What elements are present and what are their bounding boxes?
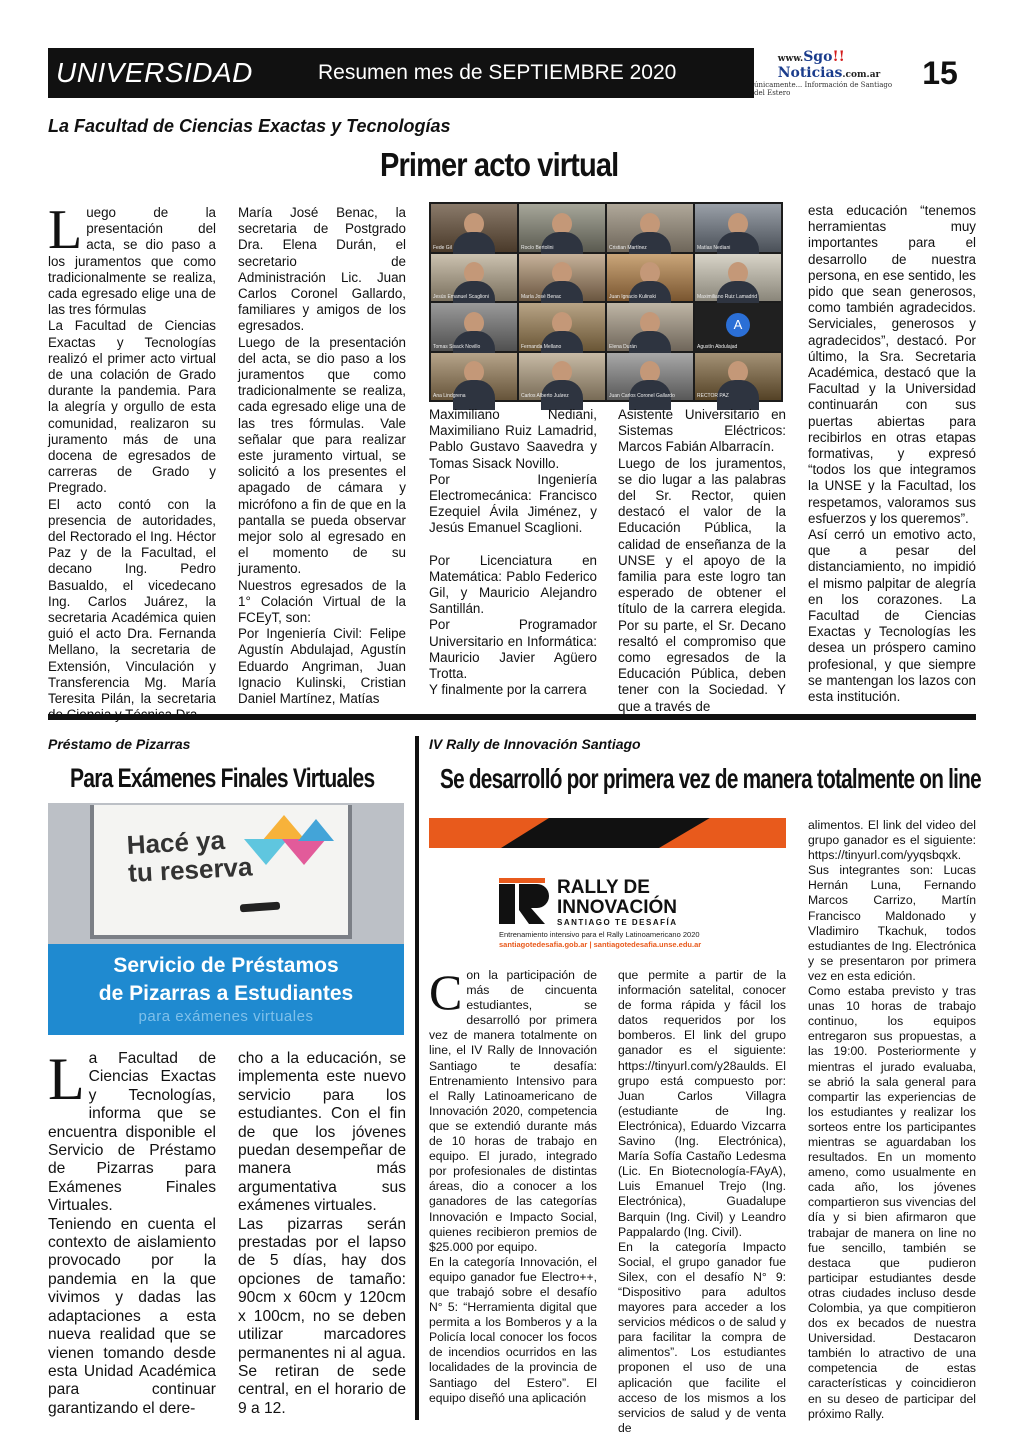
video-tile: [431, 353, 517, 401]
board-text: Hacé ya tu reserva: [125, 824, 254, 888]
participant-name: Elena Durán: [609, 343, 637, 350]
rally-logo-icon: [499, 878, 549, 926]
video-tile: [519, 303, 605, 351]
article1-column-2: María José Benac, la secretaria de Postgrado Dra. Elena Durán, el secretario de Administración Lic. Juan Carlos Coronel Gallardo, familiares y amigos de los egresados. Luego de la presentación del acta, se dio paso a los juramentos que como tradicionalmente se realiza, cada egresado elige una de las tres fórmulas. Vale señalar que para realizar este juramento virtual, se solicitó a los presentes el apagado de cámara y micrófono a fin de que en la pantalla se pueda observar mejor solo al egresado en el momento de su juramento. Nuestros egresados de la 1° Colación Virtual de la FCEyT, son: Por Ingeniería Civil: Felipe Agustín Abdulajad, Agustín Eduardo Angriman, Juan Ignacio Kulinski, Cristian Daniel Martínez, Matías: [238, 205, 406, 707]
video-tile: [519, 204, 605, 252]
video-tile: [607, 353, 693, 401]
article3-column-1: C on la participación de más de cincuenta estudiantes, se desarrolló por primera vez de manera totalmente on line, el IV Rally de Innovación Santiago te desafía: Entrenamiento Intensivo para el Rally Latinoamericano de Innovación 2020, competencia que se extendió durante más de 10 horas de trabajo en equipo. El jurado, integrado por profesionales de distintas áreas, dio a conocer a los ganadores de las categorías Innovación e Impacto Social, quienes recibieron premios de $25.000 por equipo. En la categoría Innovación, el equipo ganador fue Electro++, que trabajó sobre el desafío N° 5: “Herramienta digital que permita a los Bomberos y a la Policía local conocer los focos de incendios ocurridos en las localidades de la provincia de Santiago del Estero”. El equipo diseñó una aplicación: [429, 964, 597, 1405]
article1-column-4: Asistente Universitario en Sistemas Eléctricos: Marcos Fabián Albarracín. Luego de los juramentos, se dio lugar a las palabras del Sr. Rector, quien destacó el valor de la Educación Pública, la calidad de enseñanza de la UNSE y el apoyo de la familia para este logro tan esperado de obtener el título de la carrera elegida. Por su parte, el Sr. Decano resaltó el compromiso que como egresados de la Educación Pública, deben tener con la Sociedad. Y que a través de: [618, 407, 786, 714]
participant-name: Cristian Martínez: [609, 244, 647, 251]
triangle-pink: [282, 839, 326, 865]
dropcap: C: [429, 964, 463, 1020]
rally-websites: santiagotedesafia.gob.ar | santiagotedesafia.unse.edu.ar: [499, 940, 702, 949]
dropcap: L: [48, 199, 83, 261]
rally-banner: [429, 818, 786, 958]
page-number: 15: [922, 54, 958, 91]
article1-column-5: esta educación “tenemos herramientas muy importantes para el desarrollo de nuestra persona, en ese sentido, les pido que sean generosos, como también agradecidos. Serviciales, generosos y agradecidos”, destacó. Por último, la Sra. Secretaria Académica, destacó que la Facultad y la Universidad continuarán con sus puertas abiertas para recibirlos en otras etapas formativas, y expresó “todos los que integramos la UNSE y la Facultad, los respetamos, valoramos sus esfuerzos y los queremos”. Así cerró un emotivo acto, que a pesar del distanciamiento, no impidió el mismo palpitar de alegría en los corazones. La Facultad de Ciencias Exactas y Tecnologías les desea un próspero camino profesional, y que siempre se mantengan los lazos con esta institución.: [808, 203, 976, 705]
issue-month: Resumen mes de SEPTIEMBRE 2020: [318, 61, 677, 84]
participant-name: Agustín Abdulajad: [697, 343, 738, 350]
dropcap: L: [48, 1046, 85, 1112]
article3-column-2: que permite a partir de la información satelital, conocer de forma rápida y fácil los datos requeridos por los bomberos. El link del grupo ganador es el siguiente: https://tinyurl.com/y28aulds. El grupo está compuesto por: Juan Carlos Villagra (estudiante de Ing. Electrónica), Eduardo Vizcarra Savino (Ing. Electrónica), María Sofía Castaño Ledesma (Lic. En Biotecnología-FAyA), Luis Emanuel Trejo (Ing. Electrónica), Guadalupe Barquin (Ing. Civil) y Leandro Pappalardo (Ing. Civil). En la categoría Impacto Social, el grupo ganador fue Silex, con el desafío N° 9: “Dispositivo para adultos mayores para acceder a los servicios médicos o de salud y para facilitar la compra de alimentos”. Los estudiantes proponen el uso de una aplicación que facilite el acceso de los mismos a los servicios de salud y de venta de: [618, 968, 786, 1435]
banner-line-3: para exámenes virtuales: [138, 1008, 314, 1025]
zoom-meeting-screenshot: [429, 202, 783, 402]
banner-line-1: Servicio de Préstamos: [113, 954, 339, 977]
video-tile: [695, 254, 781, 302]
participant-name: Maximiliano Ruiz Lamadrid: [697, 294, 758, 300]
participant-avatar: A: [726, 313, 750, 337]
section-divider: [48, 714, 976, 720]
video-tile: [431, 303, 517, 351]
article1-kicker: La Facultad de Ciencias Exactas y Tecnologías: [48, 116, 451, 136]
participant-name: Carlos Alberto Juárez: [521, 393, 569, 399]
page-header: [48, 48, 976, 98]
logo-wordmark: www.Sgo!! Noticias.com.ar: [777, 49, 881, 81]
logo-tagline: únicamente... Información de Santiago del Estero: [754, 81, 893, 97]
article2-kicker: Préstamo de Pizarras: [48, 736, 191, 752]
participant-name: Juan Ignacio Kulinski: [609, 294, 656, 300]
participant-name: Juan Carlos Coronel Gallardo: [609, 393, 675, 399]
participant-name: Fernanda Mellano: [521, 343, 562, 350]
banner-caption: [48, 944, 404, 1035]
article3-title: Se desarrolló por primera vez de manera totalmente on line: [440, 763, 981, 794]
sgo-noticias-logo: [754, 48, 904, 98]
rally-banner-stripe: [429, 818, 786, 848]
section-name: UNIVERSIDAD: [56, 57, 253, 88]
video-tile: [607, 204, 693, 252]
participant-name: Jesús Emanuel Scaglioni: [433, 294, 489, 300]
rally-description: Entrenamiento intensivo para el Rally Latinoamericano 2020: [499, 930, 700, 939]
banner-line-2: de Pizarras a Estudiantes: [98, 982, 354, 1005]
video-tile: [431, 204, 517, 252]
participant-name: Ana Lindgrena: [433, 393, 466, 399]
participant-name: Rocío Bertolini: [521, 244, 554, 251]
video-tile: [695, 353, 781, 401]
rally-subtitle: SANTIAGO TE DESAFÍA: [557, 918, 678, 927]
participant-name: Matías Nediani: [697, 244, 731, 251]
video-tile: [695, 303, 781, 351]
article3-column-3: alimentos. El link del video del grupo ganador es el siguiente: https://tinyurl.com/yyqsbqxk. Sus integrantes son: Lucas Hernán Luna, Fernando Marcos Carrizo, Martín Francisco Maldonado y Vladimiro Tkachuk, todos estudiantes de Ing. Electrónica y se presentaron por primera vez en esta edición. Como estaba previsto y tras unas 10 horas de trabajo continuo, los equipos entregaron sus propuestas, a las 19:00. Posteriormente y mientras el jurado evaluaba, se abrió la sala general para compartir las experiencias de los estudiantes y realizar los sorteos entre los participantes mientras se aguardaban los resultados. En un momento ameno, como usualmente en cada año, los jóvenes compartieron sus vivencias del día y si bien afirmaron que trabajar de manera on line no fue sencillo, también se destaca que pudieron participar estudiantes desde otras ciudades incluso desde Colombia, ya que compitieron dos ex becados de nuestra Universidad. Destacaron también lo atractivo de una competencia de estas características y coincidieron en su deseo de participar del próximo Rally.: [808, 818, 976, 1421]
triangle-blue: [298, 819, 334, 841]
video-tile: [431, 254, 517, 302]
column-divider: [415, 736, 419, 1420]
pizarras-banner: [48, 803, 404, 1035]
video-tile: [607, 303, 693, 351]
article2-column-1: L a Facultad de Ciencias Exactas y Tecnologías, informa que se encuentra disponible el Servicio de Préstamo de Pizarras para Exámenes Finales Virtuales. Teniendo en cuenta el contexto de aislamiento provocado por la pandemia en la que vivimos y dadas las adaptaciones a esta nueva realidad que se vienen tomando desde esta Unidad Académica para continuar garantizando el dere-: [48, 1046, 216, 1417]
participant-name: RECTOR PAZ: [697, 393, 729, 399]
video-tile: [607, 254, 693, 302]
rally-title: RALLY DE INNOVACIÓN: [557, 877, 677, 918]
marker-icon: [240, 902, 280, 913]
video-tile: [519, 254, 605, 302]
article2-column-2: cho a la educación, se implementa este nuevo servicio para los estudiantes. Con el fin de que los jóvenes puedan desempeñar de manera más argumentativa sus exámenes virtuales. Las pizarras serán prestadas por el lapso de 5 días, hay dos opciones de tamaño: 90cm x 60cm y 120cm x 100cm, no se deben utilizar marcadores permanentes ni al agua. Se retiran de sede central, en el horario de 9 a 12.: [238, 1050, 406, 1417]
article2-title: Para Exámenes Finales Virtuales: [70, 763, 375, 793]
participant-name: Fede Gil: [433, 244, 452, 251]
video-tile: [519, 353, 605, 401]
participant-name: Tomas Sisack Novillo: [433, 343, 481, 350]
article3-kicker: IV Rally de Innovación Santiago: [429, 736, 641, 752]
whiteboard-graphic: [90, 805, 352, 939]
article1-column-1: L uego de la presentación del acta, se dio paso a los juramentos que como tradicionalmente se realiza, cada egresado elige una de las tres fórmulas La Facultad de Ciencias Exactas y Tecnologías realizó el primer acto virtual de una colación de Grado durante la pandemia. Para la alegría y orgullo de esta comunidad, realizaron su juramento más de una docena de egresados de carreras de Grado y Pregrado. El acto contó con la presencia de autoridades, del Rectorado el Ing. Héctor Paz y de la Facultad, el decano Ing. Pedro Basualdo, el vicedecano Ing. Carlos Juárez, la secretaria Académica quien guió el acto Dra. Fernanda Mellano, la secretaria de Extensión, Vinculación y Transferencia Mg. María Teresita Pilán, la secretaria: [48, 199, 216, 707]
video-tile: [695, 204, 781, 252]
article1-title: Primer acto virtual: [380, 146, 619, 183]
header-bar: [48, 48, 754, 98]
participant-name: María José Benac: [521, 294, 562, 300]
article1-column-3: Maximiliano Nediani, Maximiliano Ruiz Lamadrid, Pablo Gustavo Saavedra y Tomas Sisack Novillo. Por Ingeniería Electromecánica: Francisco Ezequiel Ávila Jiménez, y Jesús Emanuel Scaglioni. Por Licenciatura en Matemática: Pablo Federico Gil, y Mauricio Alejandro Santillán. Por Programador Universitario en Informática: Mauricio Javier Agüero Trotta. Y finalmente por la carrera: [429, 407, 597, 698]
